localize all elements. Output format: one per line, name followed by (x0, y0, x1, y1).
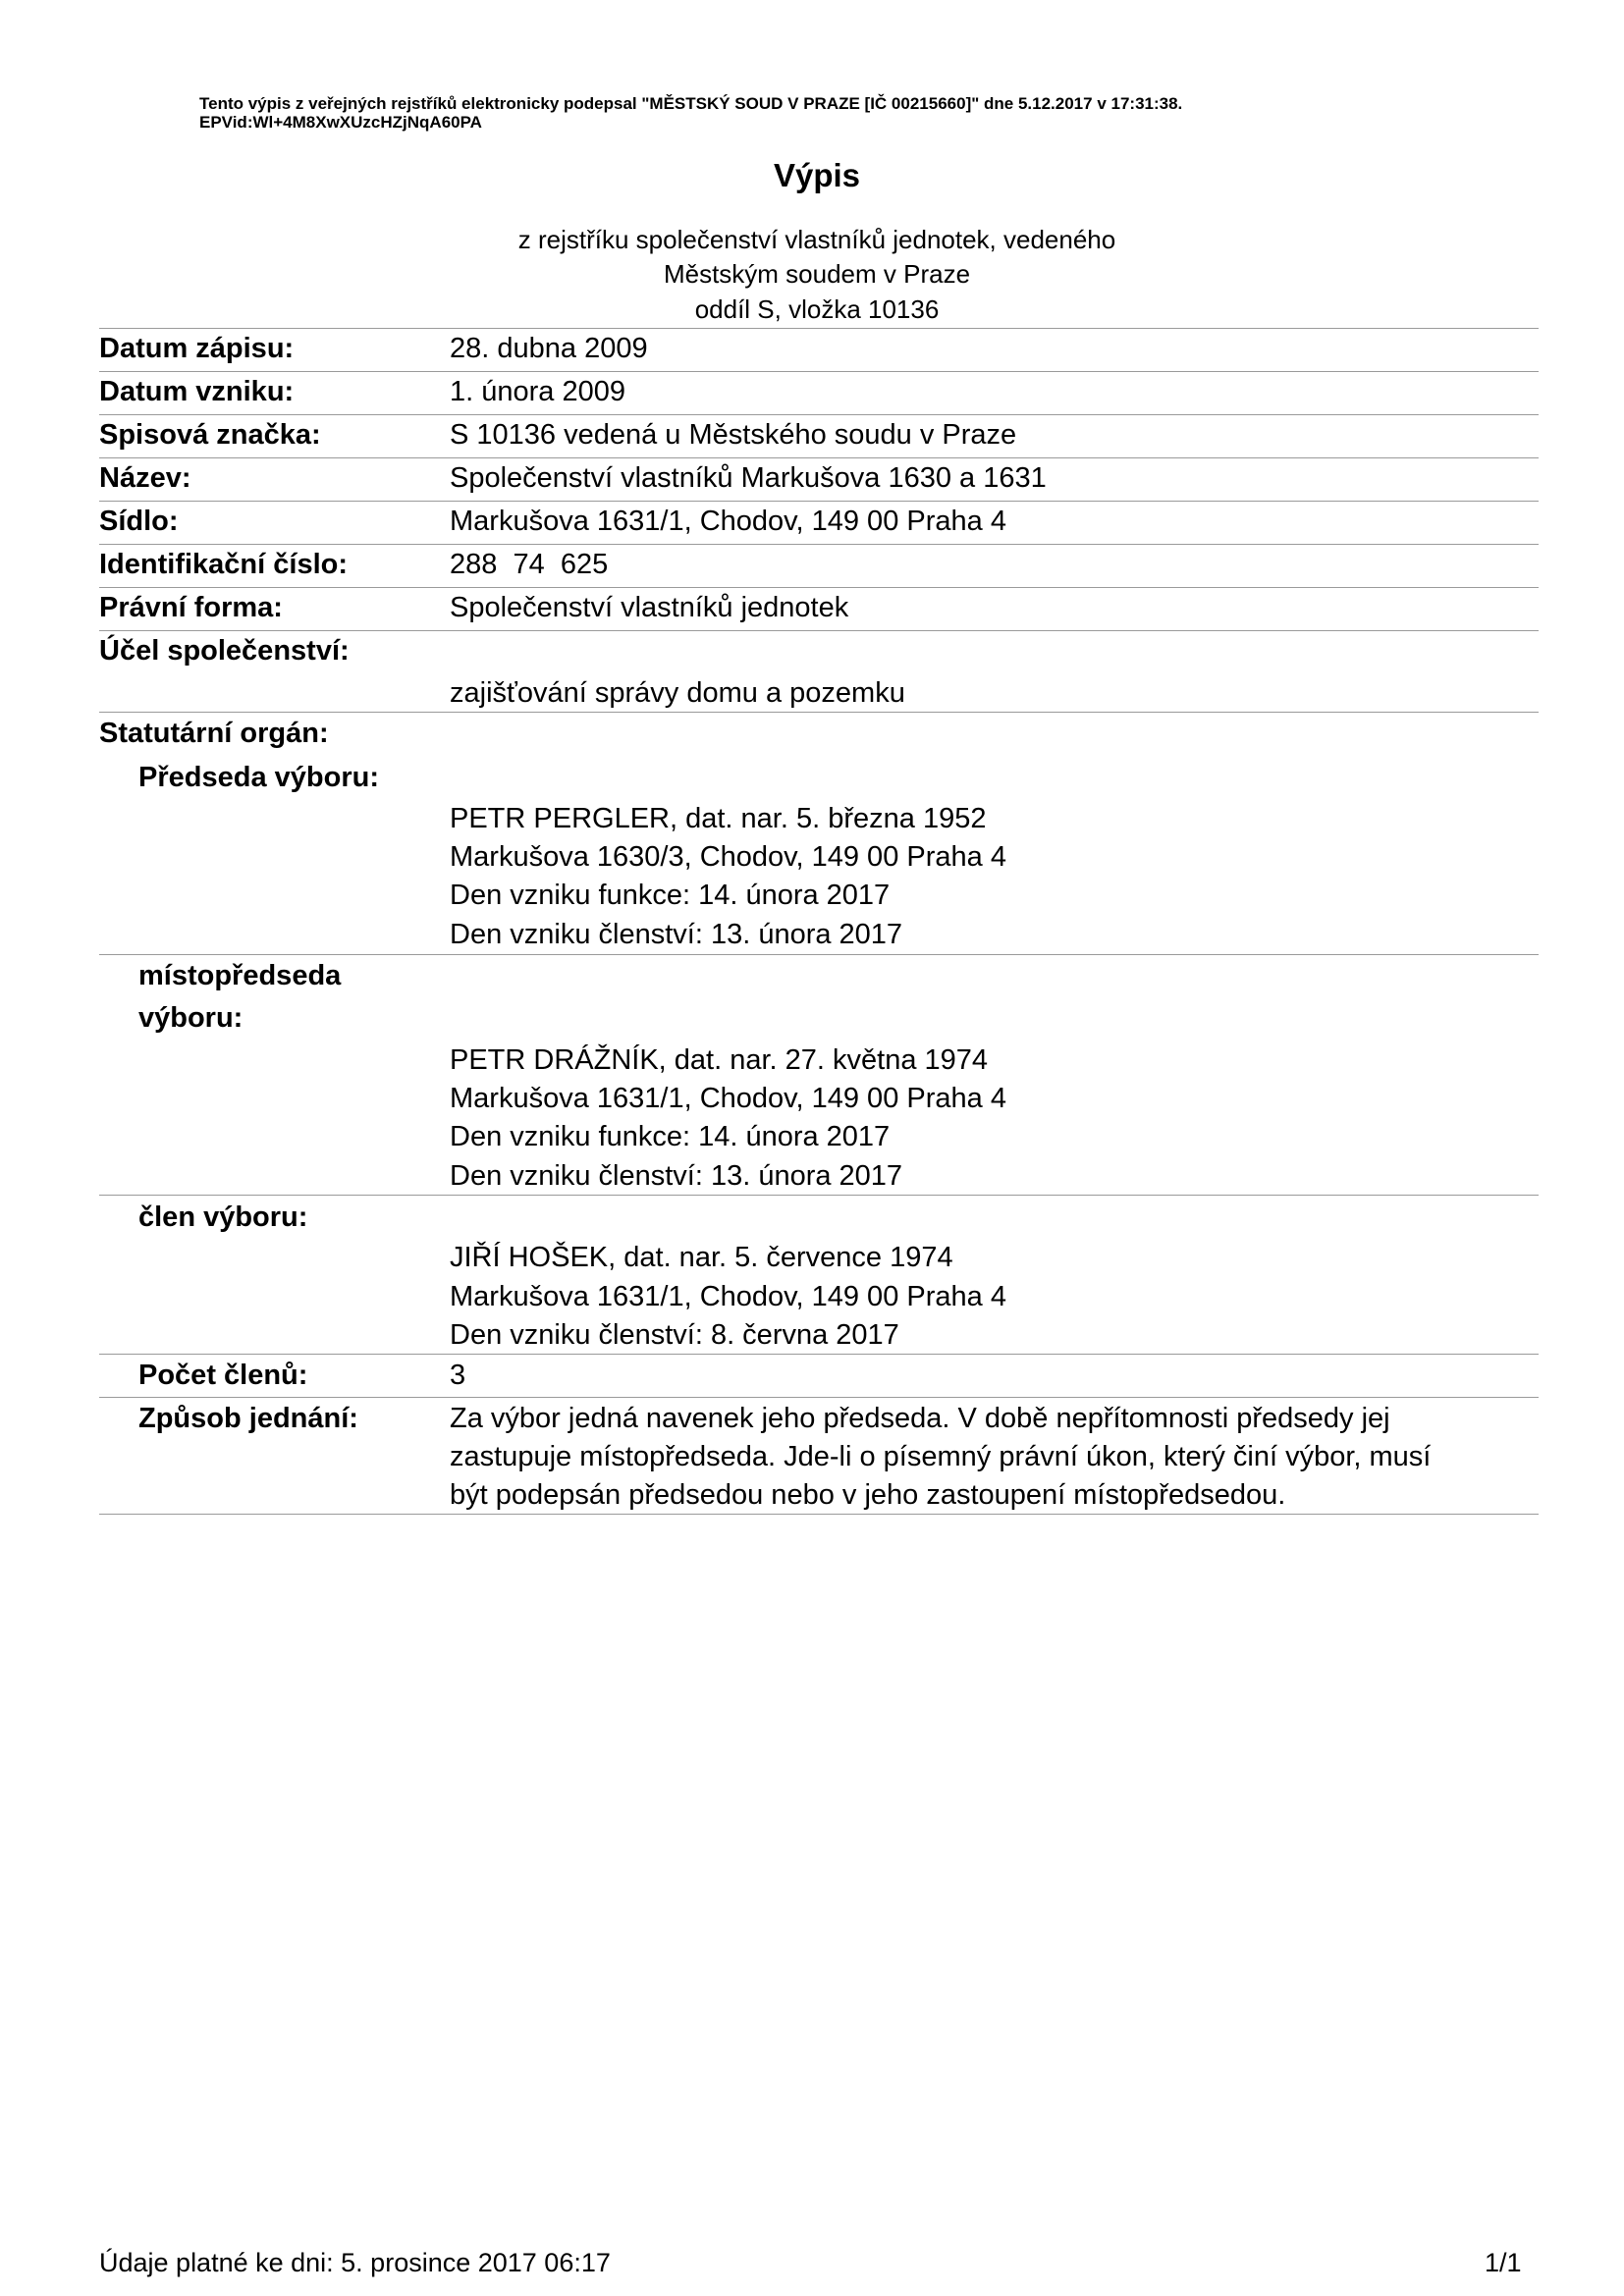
divider (99, 371, 1539, 372)
nazev-value: Společenství vlastníků Markušova 1630 a 1631 (450, 462, 1047, 494)
signature-line: Tento výpis z veřejných rejstříků elektronicky podepsal "MĚSTSKÝ SOUD V PRAZE [IČ 00215660]" dne 5.12.2017 v 17:31:38. (199, 94, 1183, 113)
zpusob-jednani-line: být podepsán předsedou nebo v jeho zastoupení místopředsedou. (450, 1479, 1286, 1511)
predseda-label: Předseda výboru: (138, 762, 379, 793)
ucel-value: zajišťování správy domu a pozemku (450, 677, 905, 709)
zpusob-jednani-line: zastupuje místopředseda. Jde-li o písemný právní úkon, který činí výbor, musí (450, 1441, 1432, 1472)
electronic-signature-note (199, 94, 1182, 132)
subtitle-line-3: oddíl S, vložka 10136 (694, 294, 940, 324)
pravni-forma-value: Společenství vlastníků jednotek (450, 592, 849, 623)
divider (99, 1397, 1539, 1398)
pocet-clenu-label: Počet členů: (138, 1360, 308, 1391)
divider (99, 1354, 1539, 1355)
clen-label: člen výboru: (138, 1201, 308, 1233)
document-title: Výpis (773, 157, 861, 193)
nazev-label: Název: (99, 462, 191, 494)
clen-name: JIŘÍ HOŠEK, dat. nar. 5. července 1974 (450, 1242, 953, 1273)
divider (99, 328, 1539, 329)
datum-vzniku-value: 1. února 2009 (450, 376, 625, 407)
epvid-line: EPVid:Wl+4M8XwXUzcHZjNqA60PA (199, 113, 482, 132)
sidlo-value: Markušova 1631/1, Chodov, 149 00 Praha 4 (450, 506, 1006, 537)
divider (99, 457, 1539, 458)
ucel-label: Účel společenství: (99, 635, 350, 667)
divider (99, 544, 1539, 545)
predseda-function-date: Den vzniku funkce: 14. února 2017 (450, 880, 891, 911)
divider (99, 954, 1539, 955)
subtitle-line-1: z rejstříku společenství vlastníků jednotek, vedeného (517, 225, 1116, 254)
divider (99, 414, 1539, 415)
mistopredseda-membership-date: Den vzniku členství: 13. února 2017 (450, 1160, 903, 1192)
spisova-znacka-value: S 10136 vedená u Městského soudu v Praze (450, 419, 1017, 451)
pocet-clenu-value: 3 (450, 1360, 466, 1391)
subtitle-line-2: Městským soudem v Praze (663, 259, 971, 289)
divider (99, 587, 1539, 588)
statutarni-organ-label: Statutární orgán: (99, 718, 329, 749)
predseda-name: PETR PERGLER, dat. nar. 5. března 1952 (450, 803, 987, 834)
divider (99, 712, 1539, 713)
mistopredseda-function-date: Den vzniku funkce: 14. února 2017 (450, 1121, 891, 1152)
page-number: 1/1 (1485, 2248, 1522, 2277)
zpusob-jednani-line: Za výbor jedná navenek jeho předseda. V době nepřítomnosti předsedy jej (450, 1403, 1390, 1434)
mistopredseda-name: PETR DRÁŽNÍK, dat. nar. 27. května 1974 (450, 1044, 989, 1076)
ico-label: Identifikační číslo: (99, 549, 348, 580)
predseda-membership-date: Den vzniku členství: 13. února 2017 (450, 919, 903, 950)
mistopredseda-label-line-2: výboru: (138, 1002, 244, 1034)
ico-value: 288 74 625 (450, 549, 609, 580)
validity-date: Údaje platné ke dni: 5. prosince 2017 06:17 (99, 2248, 611, 2277)
divider (99, 1195, 1539, 1196)
datum-vzniku-label: Datum vzniku: (99, 376, 295, 407)
spisova-znacka-label: Spisová značka: (99, 419, 321, 451)
mistopredseda-address: Markušova 1631/1, Chodov, 149 00 Praha 4 (450, 1083, 1006, 1114)
datum-zapisu-label: Datum zápisu: (99, 333, 295, 364)
mistopredseda-label-line-1: místopředseda (138, 960, 342, 991)
pravni-forma-label: Právní forma: (99, 592, 283, 623)
sidlo-label: Sídlo: (99, 506, 179, 537)
divider (99, 1514, 1539, 1515)
zpusob-jednani-label: Způsob jednání: (138, 1403, 358, 1434)
predseda-address: Markušova 1630/3, Chodov, 149 00 Praha 4 (450, 841, 1006, 873)
divider (99, 501, 1539, 502)
clen-address: Markušova 1631/1, Chodov, 149 00 Praha 4 (450, 1281, 1006, 1312)
divider (99, 630, 1539, 631)
clen-membership-date: Den vzniku členství: 8. června 2017 (450, 1319, 899, 1351)
datum-zapisu-value: 28. dubna 2009 (450, 333, 648, 364)
